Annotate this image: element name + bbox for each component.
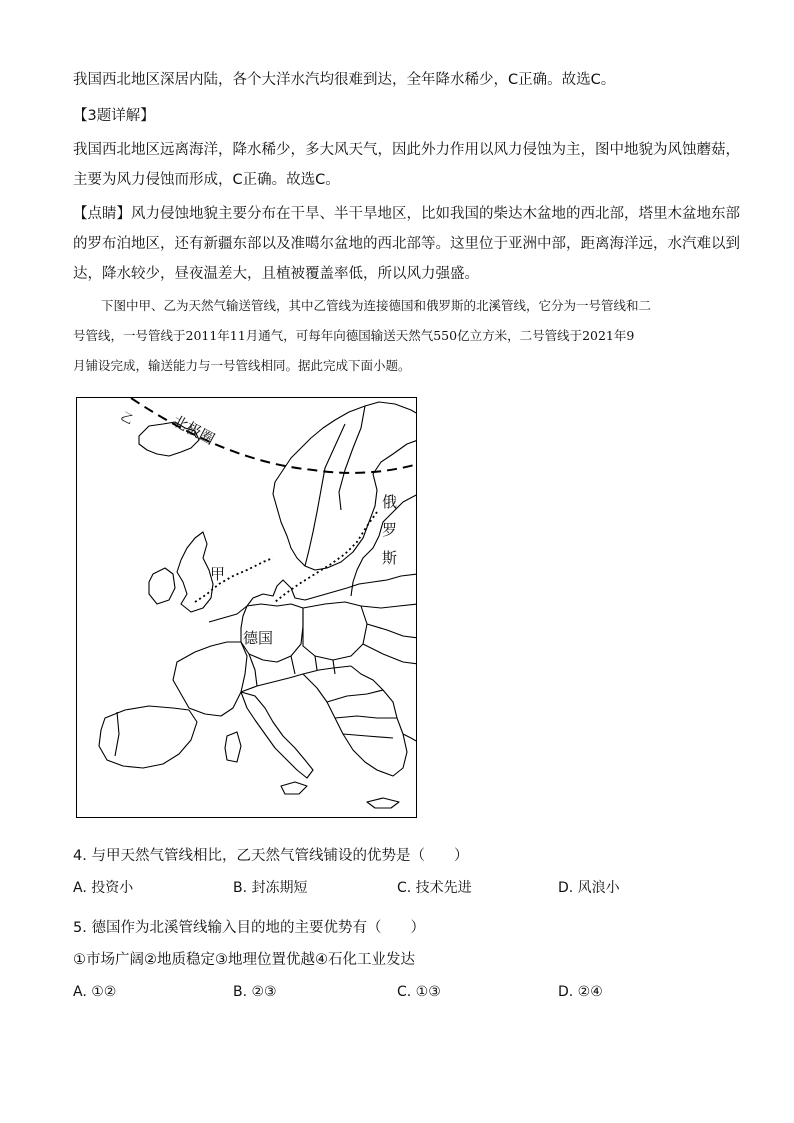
sicily-outline	[281, 782, 307, 794]
poland-outline	[303, 602, 367, 660]
ireland-outline	[149, 568, 175, 604]
france-outline	[173, 642, 247, 716]
paragraph-line: 达，降水较少，昼夜温差大，且植被覆盖率低，所以风力强盛。	[73, 266, 479, 282]
map-label-jia: 甲	[210, 565, 226, 583]
crete-outline	[367, 798, 399, 808]
question-stem: 5. 德国作为北溪管线输入目的地的主要优势有（ ）	[73, 920, 425, 936]
continent-outline	[209, 574, 417, 622]
paragraph-line: 【点睛】风力侵蚀地貌主要分布在干旱、半干旱地区，比如我国的柴达木盆地的西北部，塔里木盆地东部	[73, 206, 740, 222]
map-drawing	[77, 398, 417, 818]
paragraph-line: 的罗布泊地区，还有新疆东部以及准噶尔盆地的西北部等。这里位于亚洲中部，距离海洋远，水汽难以到	[73, 236, 740, 252]
paragraph-line: 我国西北地区远离海洋，降水稀少，多大风天气，因此外力作用以风力侵蚀为主，图中地貌为风蚀蘑菇，	[73, 142, 740, 158]
section-heading: 【3题详解】	[73, 108, 155, 124]
sardinia-outline	[225, 732, 241, 762]
arctic-circle-line	[131, 398, 417, 473]
map-label-russia-1: 俄	[382, 493, 398, 511]
intro-line: 月铺设完成，输送能力与一号管线相同。据此完成下面小题。	[73, 358, 411, 373]
portugal-border	[115, 712, 119, 756]
map-label-russia-2: 罗	[382, 521, 398, 539]
pipeline-yi	[275, 512, 377, 602]
turkey-coast	[403, 734, 417, 742]
map-label-russia-3: 斯	[382, 549, 398, 567]
option-d[interactable]: D. ②④	[558, 984, 603, 1000]
balkan-borders	[327, 690, 397, 738]
question-items: ①市场广阔②地质稳定③地理位置优越④石化工业发达	[73, 952, 415, 968]
balkans-outline	[303, 666, 407, 776]
paragraph-line: 我国西北地区深居内陆，各个大洋水汽均很难到达，全年降水稀少，C正确。故选C。	[73, 72, 616, 88]
option-b[interactable]: B. ②③	[233, 984, 277, 1000]
paragraph-line: 主要为风力侵蚀而形成，C正确。故选C。	[73, 172, 340, 188]
option-b[interactable]: B. 封冻期短	[233, 880, 308, 896]
option-c[interactable]: C. 技术先进	[397, 880, 472, 896]
italy-outline	[241, 692, 313, 778]
scandinavia-outline	[273, 402, 417, 570]
map-label-arctic-circle: 北极圈	[169, 411, 218, 449]
iberia-outline	[99, 706, 197, 768]
option-a[interactable]: A. ①②	[73, 984, 117, 1000]
europe-map	[76, 397, 417, 818]
question-stem: 4. 与甲天然气管线相比，乙天然气管线铺设的优势是（ ）	[73, 848, 469, 864]
map-label-yi: 乙	[118, 408, 136, 428]
intro-line: 号管线，一号管线于2011年11月通气，可每年向德国输送天然气550亿立方米，二号管线于2021年9	[73, 328, 635, 343]
intro-line: 下图中甲、乙为天然气输送管线，其中乙管线为连接德国和俄罗斯的北溪管线，它分为一号管线和二	[101, 298, 652, 313]
great-britain-outline	[177, 532, 213, 612]
option-d[interactable]: D. 风浪小	[558, 880, 620, 896]
eastern-borders	[361, 604, 417, 664]
finland-border	[339, 406, 365, 510]
option-a[interactable]: A. 投资小	[73, 880, 134, 896]
map-label-germany: 德国	[243, 629, 274, 647]
option-c[interactable]: C. ①③	[397, 984, 441, 1000]
